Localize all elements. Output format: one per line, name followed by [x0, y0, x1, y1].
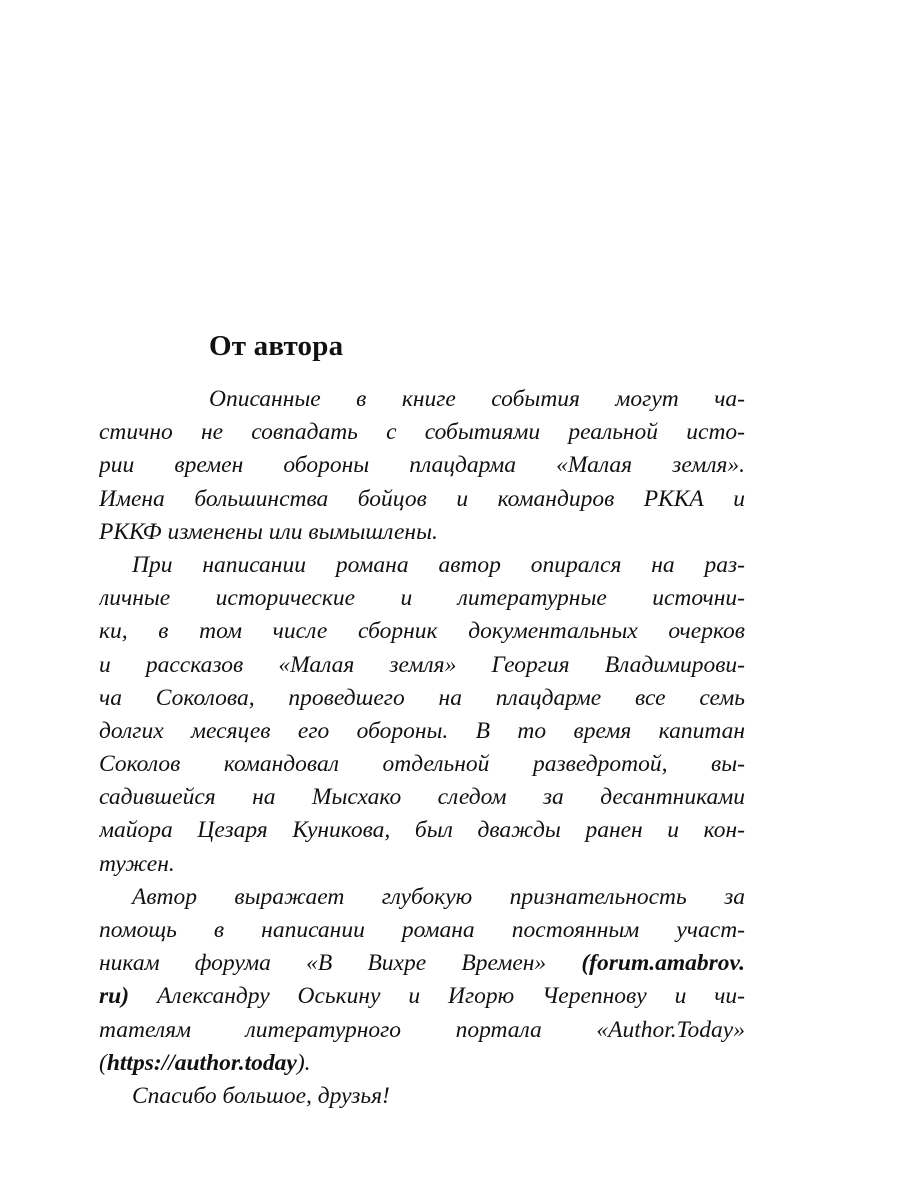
- paragraph-3-line: [99, 947, 745, 980]
- paragraph-2-line: личные исторические и литературные источни-: [99, 585, 745, 612]
- paragraph-1-line: Описанные в книге события могут ча-: [209, 386, 745, 412]
- paragraph-3-text: никам форума «В Вихре Времен»: [99, 950, 582, 977]
- paragraph-1-line: РККФ изменены или вымышлены.: [99, 518, 438, 545]
- paragraph-2-line: ки, в том числе сборник документальных очерков: [99, 618, 745, 645]
- paragraph-3-line: помощь в написании романа постоянным участ-: [99, 917, 745, 943]
- paragraph-1-line: Имена большинства бойцов и командиров РККА и: [99, 485, 745, 512]
- paren-close: ).: [296, 1049, 311, 1076]
- paragraph-2-line: и рассказов «Малая земля» Георгия Владимирови-: [99, 651, 745, 678]
- paragraph-2-line: Соколов командовал отдельной разведротой, вы-: [99, 751, 745, 778]
- paragraph-2-line: майора Цезаря Куникова, был дважды ранен и кон-: [99, 817, 745, 844]
- paragraph-1-line: рии времен обороны плацдарма «Малая земля».: [99, 452, 745, 479]
- paragraph-3-text: Александру Оськину и Игорю Черепнову и чи-: [129, 983, 745, 1010]
- forum-link[interactable]: (forum.amabrov.: [581, 950, 745, 977]
- paragraph-3-line: [99, 980, 745, 1013]
- paragraph-2-line: ча Соколова, проведшего на плацдарме все семь: [99, 684, 745, 711]
- paren-open: (: [99, 1049, 107, 1076]
- paragraph-2-line: долгих месяцев его обороны. В то время капитан: [99, 717, 745, 744]
- paragraph-3-line: [99, 1047, 745, 1080]
- paragraph-3-line: тателям литературного портала «Author.Today»: [99, 1016, 745, 1043]
- paragraph-2-line: тужен.: [99, 850, 175, 877]
- paragraph-2-line: При написании романа автор опирался на раз-: [132, 551, 745, 578]
- paragraph-2-line: садившейся на Мысхако следом за десантниками: [99, 784, 745, 811]
- paragraph-3-line: Автор выражает глубокую признательность за: [132, 883, 745, 910]
- paragraph-1-line: стично не совпадать с событиями реальной исто-: [99, 419, 745, 446]
- body-text: [99, 383, 745, 1113]
- closing-line: Спасибо большое, друзья!: [132, 1082, 390, 1109]
- forum-link-end[interactable]: ru): [99, 983, 130, 1010]
- page-title: От автора: [209, 330, 344, 362]
- author-today-link[interactable]: https://author.today: [106, 1049, 297, 1076]
